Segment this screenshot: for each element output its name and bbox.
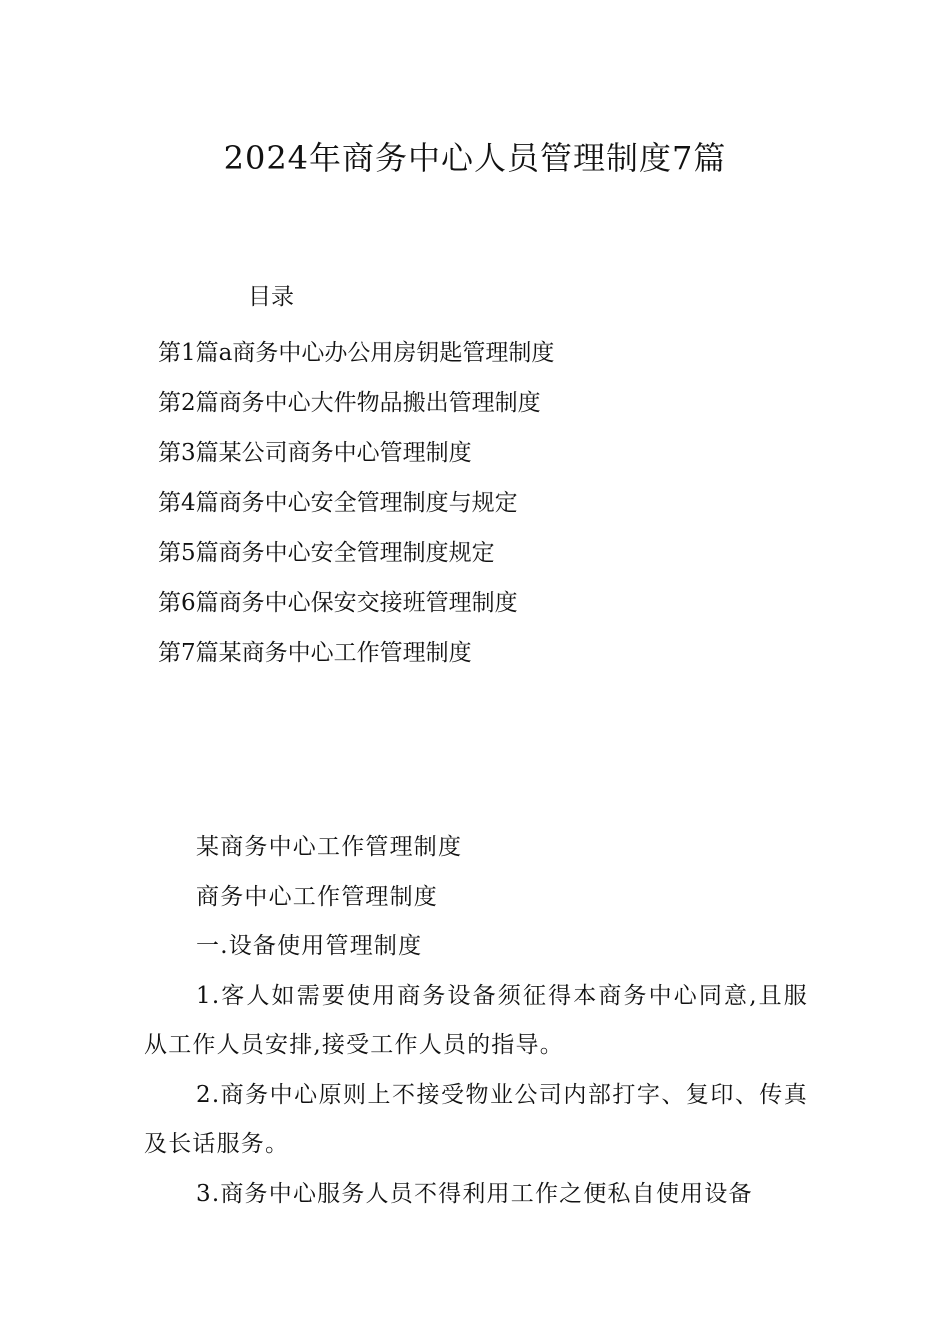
document-body	[144, 823, 808, 1219]
table-of-contents	[158, 328, 554, 678]
section-subtitle: 商务中心工作管理制度	[196, 883, 438, 910]
section-title: 某商务中心工作管理制度	[196, 834, 463, 860]
toc-item: 第7篇某商务中心工作管理制度	[158, 640, 472, 666]
document-title: 2024年商务中心人员管理制度7篇	[223, 139, 727, 177]
toc-item: 第4篇商务中心安全管理制度与规定	[158, 490, 518, 516]
body-paragraph: 3.商务中心服务人员不得利用工作之便私自使用设备	[196, 1180, 753, 1207]
toc-item: 第5篇商务中心安全管理制度规定	[158, 540, 495, 566]
section-heading: 一.设备使用管理制度	[196, 933, 423, 959]
toc-item: 第3篇某公司商务中心管理制度	[158, 440, 472, 466]
toc-heading: 目录	[248, 284, 294, 310]
body-paragraph: 1.客人如需要使用商务设备须征得本商务中心同意,且服从工作人员安排,接受工作人员的指导。	[144, 982, 808, 1058]
body-paragraph: 2.商务中心原则上不接受物业公司内部打字、复印、传真及长话服务。	[144, 1081, 808, 1157]
toc-item: 第2篇商务中心大件物品搬出管理制度	[158, 390, 541, 416]
toc-item: 第1篇a商务中心办公用房钥匙管理制度	[158, 340, 555, 366]
toc-item: 第6篇商务中心保安交接班管理制度	[158, 590, 518, 616]
